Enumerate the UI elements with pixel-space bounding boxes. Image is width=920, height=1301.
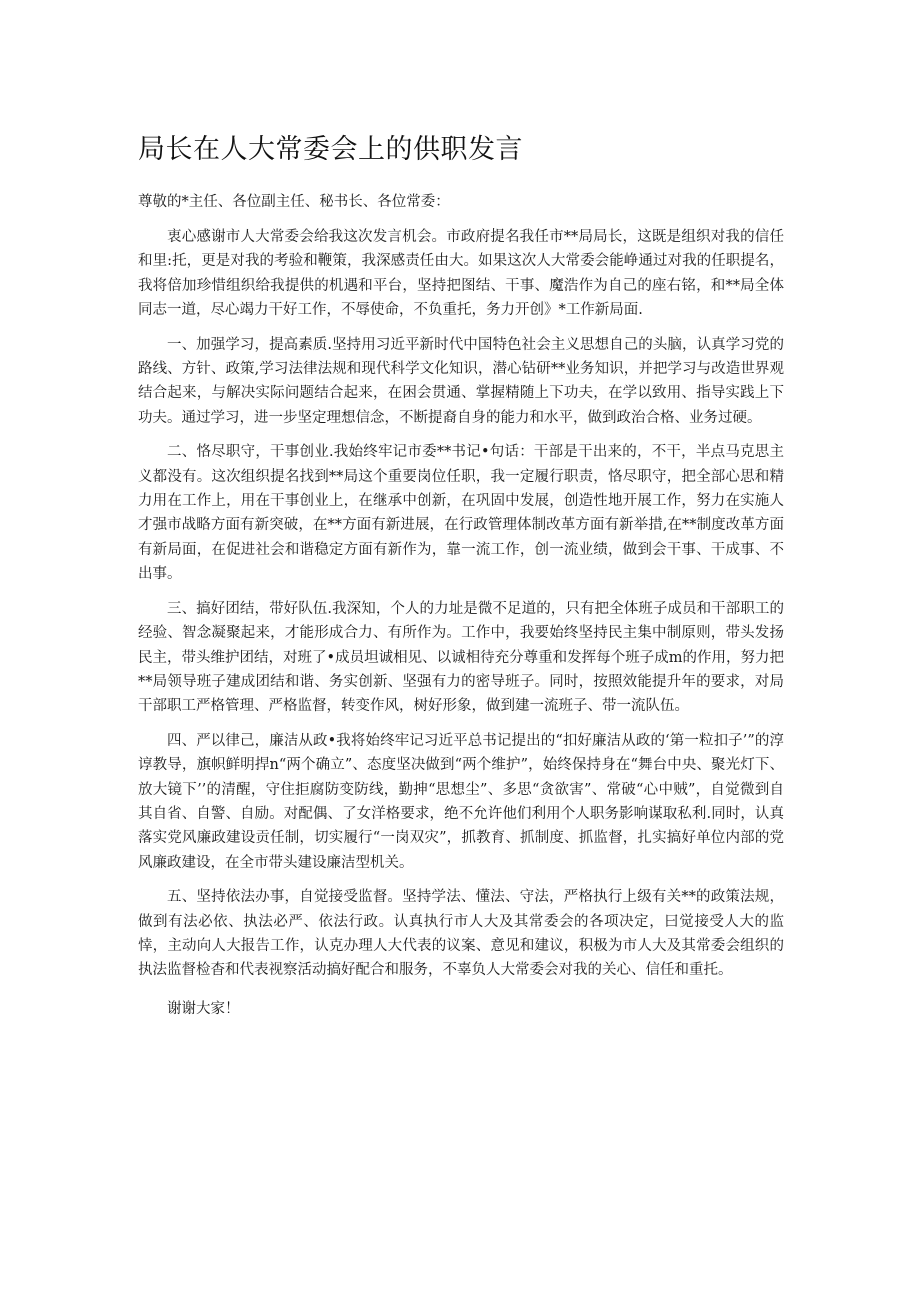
paragraph-study: 一、加强学习，提高素质.坚持用习近平新时代中国特色社会主义思想自己的头脑，认真学习党的路线、方针、政策,学习法律法规和现代科学文化知识，潜心钻研**业务知识，并把学习与改造世界观结合起来，与解决实际问题结合起来，在困会贯通、掌握精随上下功夫，在学以致用、指导实践上下功夫。通过学习，进一步坚定理想信念，不断提裔自身的能力和水平，做到政治合格、业务过硬。 [138, 336, 784, 426]
closing-remark: 谢谢大家！ [167, 1000, 240, 1017]
paragraph-intro: 衷心感谢市人大常委会给我这次发言机会。市政府提名我任市**局局长，这既是组织对我的信任和里:托，更是对我的考验和鞭策，我深感责任由大。如果这次人大常委会能峥通过对我的任职提名，我将倍加珍惜组织给我提供的机遇和平台，坚持把图结、干事、魔浩作为自己的座右铭，和**局全体同志一道，尽心竭力干好工作，不辱使命，不负重托，务力开创》*工作新局面. [138, 229, 784, 319]
document-title: 局长在人大常委会上的供职发言 [138, 134, 523, 165]
paragraph-integrity: 四、严以律己，廉洁从政•我将始终牢记习近平总书记提出的“扣好廉洁从政的‘第一粒扣子’”的淳谆教导，旗帜鲜明捍n“两个确立”、态度坚决做到“两个维护”，始终保持身在“舞台中央、聚光灯下、放大镜下’’的清醒，守住拒腐防变防线，勤抻“思想尘”、多思“贪欲害”、常破“心中贼”，自觉微到自其自省、自警、自励。对配偶、了女洋格要求，绝不允许他们利用个人职务影响谋取私利.同时，认真落实党风廉政建设贡任制，切实履行“一岗双灾”，抓教育、抓制度、抓监督，扎实搞好单位内部的党风廉政建设，在全市带头建设廉洁型机关。 [138, 732, 784, 871]
paragraph-law: 五、坚持依法办事，自觉接受监督。坚持学法、懂法、守法，严格执行上级有关**的政策法规，做到有法必依、执法必严、依法行政。认真执行市人大及其常委会的各项决定，曰觉接受人大的监悻，主动向人大报告工作，认克办理人大代表的议案、意见和建议，积极为市人大及其常委会组织的执法监督检杳和代表视察活动搞好配合和服务，不辜负人大常委会对我的关心、信任和重托。 [138, 889, 784, 979]
paragraph-unity: 三、搞好团结，带好队伍.我深知，个人的力址是微不足道的，只有把全体班子成员和干部职工的经验、智念凝聚起来，才能形成合力、有所作为。工作中，我要始终坚持民主集中制原则，带头发扬民主，带头维护团结，对班了•成员坦诚相见、以诚相待充分尊重和发挥每个班子成m的作用，努力把**局领导班子建成团结和谐、务实创新、坚强有力的密导班子。同时，按照效能提升年的要求，对局干部职工严格管理、严格监督，转变作风，树好形象，做到建一流班子、带一流队伍。 [138, 600, 784, 715]
salutation: 尊敬的*主任、各位副主任、秘书长、各位常委： [138, 194, 450, 210]
paragraph-duty: 二、恪尽职守，干事创业.我始终牢记市委**书记•句话：干部是干出来的，不干，半点马克思主义都没有。这次组织提名找到**局这个重要岗位任职，我一定履行职责，恪尽职守，把全部心思和精力用在工作上，用在干事创业上，在继承中创新，在巩固中发展，创造性地开展工作，努力在实施人才强市战略方面有新突破，在**方面有新进展，在行政管理体制改革方面有新举措,在**制度改革方面有新局面，在促进社会和谐稳定方面有新作为，靠一流工作，创一流业绩，做到会干事、干成事、不出事。 [138, 444, 784, 583]
document-page [138, 130, 784, 1022]
